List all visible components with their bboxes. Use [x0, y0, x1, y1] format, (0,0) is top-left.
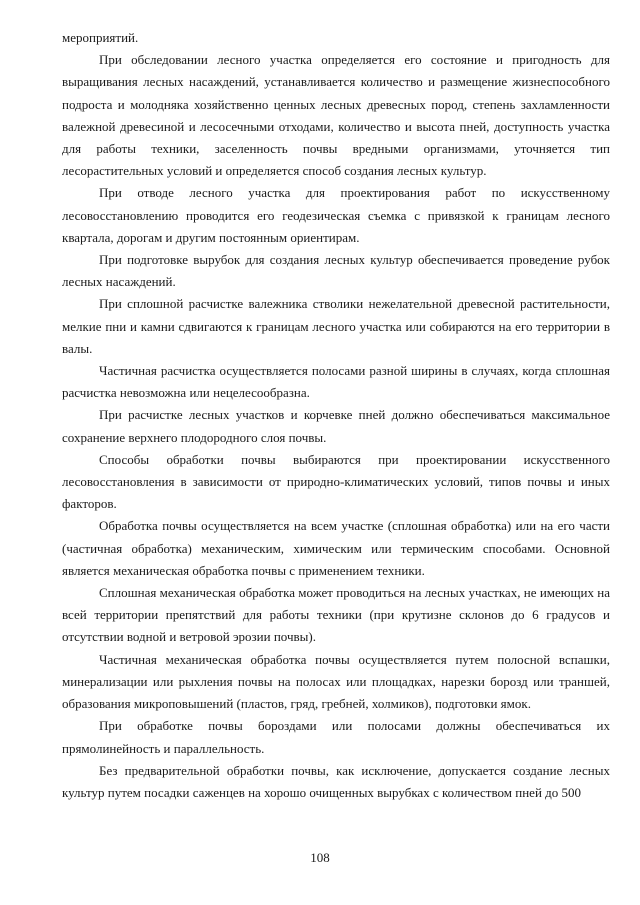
page-number: 108	[310, 850, 330, 865]
paragraph-tillage-types: Обработка почвы осуществляется на всем участке (сплошная обработка) или на его части (частичная обработка) механическим, химическим или термическим способами. Основной является механическая обработка почвы с применением техники.	[62, 518, 610, 578]
paragraph-no-tillage: Без предварительной обработки почвы, как исключение, допускается создание лесных культур путем посадки саженцев на хорошо очищенных вырубках с количеством пней до 500	[62, 762, 610, 800]
paragraph-full-clearing: При сплошной расчистке валежника стволики нежелательной древесной растительности, мелкие пни и камни сдвигаются к границам лесного участка или собираются на его территории в валы.	[62, 296, 610, 356]
body-text	[62, 27, 610, 804]
paragraph-continuation: мероприятий.	[62, 30, 139, 45]
paragraph-furrows: При обработке почвы бороздами или полосами должны обеспечиваться их прямолинейность и параллельность.	[62, 718, 610, 756]
paragraph-tillage-methods: Способы обработки почвы выбираются при проектировании искусственного лесовосстановления в зависимости от природно-климатических условий, типов почвы и иных факторов.	[62, 451, 610, 512]
paragraph-full-mechanical: Сплошная механическая обработка может проводиться на лесных участках, не имеющих на всей территории препятствий для работы техники (при крутизне склонов до 6 градусов и отсутствии водной и ветровой эрозии почвы).	[62, 585, 610, 645]
paragraph-felling-preparation: При подготовке вырубок для создания лесных культур обеспечивается проведение рубок лесных насаждений.	[62, 252, 610, 290]
paragraph-partial-clearing: Частичная расчистка осуществляется полосами разной ширины в случаях, когда сплошная расчистка невозможна или нецелесообразна.	[62, 363, 610, 401]
paragraph-allotment: При отводе лесного участка для проектирования работ по искусственному лесовосстановлению проводится его геодезическая съемка с привязкой к границам лесного квартала, дорогам и другим постоянным ориентирам.	[62, 185, 610, 245]
paragraph-topsoil-preservation: При расчистке лесных участков и корчевке пней должно обеспечиваться максимальное сохранение верхнего плодородного слоя почвы.	[62, 407, 610, 445]
paragraph-survey: При обследовании лесного участка определяется его состояние и пригодность для выращивания лесных насаждений, устанавливается количество и размещение жизнеспособного подроста и молодняка хозяйственно ценных лесных древесных пород, степень захламленности валежной древесиной и лесосечными отходами, количество и высота пней, доступность участка для работы техники, заселенность почвы вредными организмами, уточняется тип лесорастительных условий и определяется способ создания лесных культур.	[62, 52, 610, 179]
paragraph-partial-mechanical: Частичная механическая обработка почвы осуществляется путем полосной вспашки, минерализации или рыхления почвы на полосах или площадках, нарезки борозд или траншей, образования микроповышений (пластов, гряд, гребней, холмиков), подготовки ямок.	[62, 651, 610, 712]
